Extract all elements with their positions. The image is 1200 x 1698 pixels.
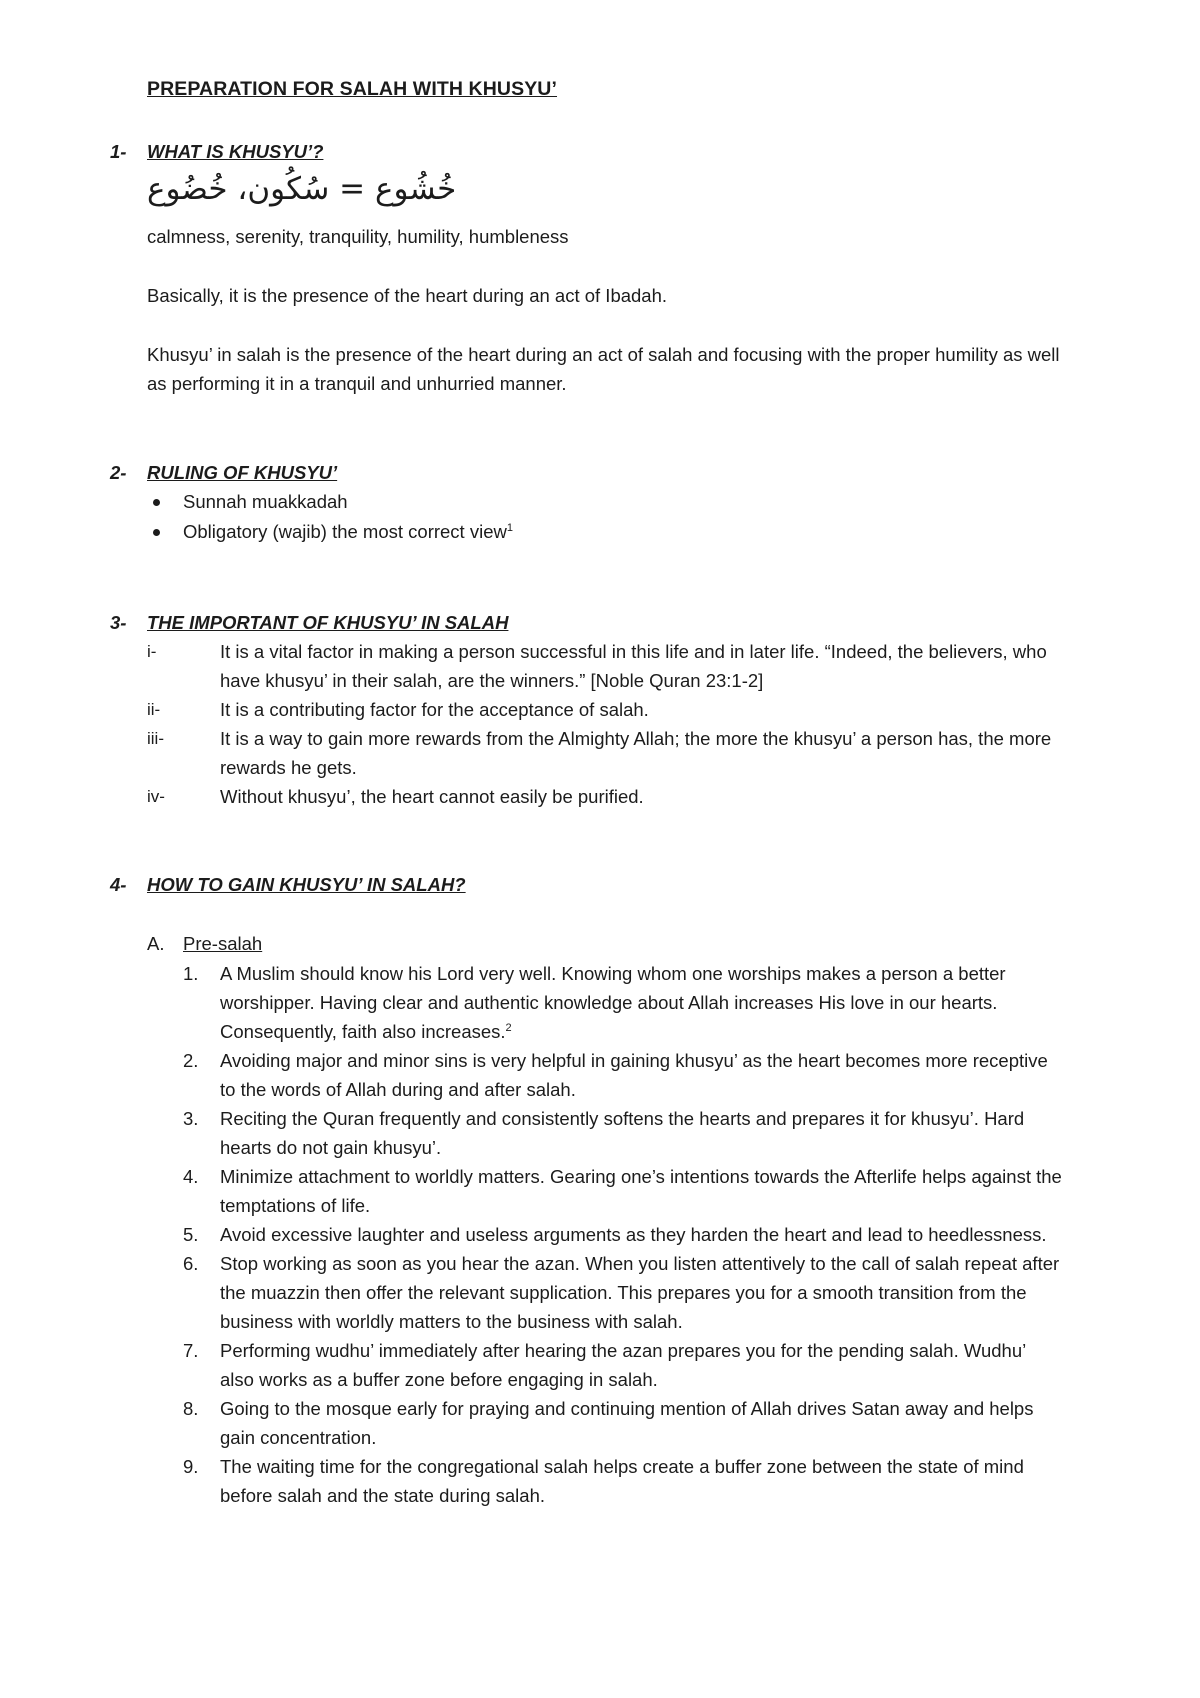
list-marker: 8. [183,1398,199,1419]
section-1-heading [110,137,323,166]
list-item-text: Performing wudhu’ immediately after hearing the azan prepares you for the pending salah. Wudhu’ also works as a buffer zone before engaging in salah. [220,1340,1026,1390]
list-marker: 5. [183,1224,199,1245]
bullet-icon [153,499,160,506]
ruling-text: Obligatory (wajib) the most correct view [183,521,507,542]
list-item [147,517,513,547]
list-marker: 7. [183,1340,199,1361]
list-item [147,782,1077,811]
definition-paragraph-2: Khusyu’ in salah is the presence of the heart during an act of salah and focusing with the proper humility as well as performing it in a tranquil and unhurried manner. [147,344,1060,394]
arabic-definition: خُشُوع = سُكُون، خُضُوع [147,171,457,207]
list-item [183,959,1063,1046]
list-item-text: A Muslim should know his Lord very well. Knowing whom one worships makes a person a better worshipper. Having clear and authentic knowledge about Allah increases His love in our hearts. Consequently, faith also increases. [220,963,1006,1042]
ruling-list [147,487,513,547]
list-item-text: Minimize attachment to worldly matters. Gearing one’s intentions towards the Afterlife helps against the temptations of life. [220,1166,1062,1216]
list-item [183,1249,1063,1336]
list-item-text: The waiting time for the congregational salah helps create a buffer zone between the state of mind before salah and the state during salah. [220,1456,1024,1506]
list-item [147,637,1077,695]
list-marker: 4. [183,1166,199,1187]
khusyu-meanings: calmness, serenity, tranquility, humility, humbleness [147,226,569,247]
list-item [183,1162,1063,1220]
document-title: PREPARATION FOR SALAH WITH KHUSYU’ [147,78,558,100]
bullet-icon [153,529,160,536]
list-item [183,1104,1063,1162]
list-marker: 1. [183,963,199,984]
list-item [147,487,513,517]
subsection-heading [147,929,262,958]
list-item [183,1336,1063,1394]
list-marker: 6. [183,1253,199,1274]
subsection-title: Pre-salah [183,933,263,954]
section-3-title: THE IMPORTANT OF KHUSYU’ IN SALAH [147,612,509,633]
section-4-number: 4- [110,874,127,895]
list-marker: 3. [183,1108,199,1129]
footnote-ref[interactable]: 1 [506,522,513,534]
list-marker: 9. [183,1456,199,1477]
list-item [183,1452,1063,1510]
list-item-text: It is a way to gain more rewards from the Almighty Allah; the more the khusyu’ a person has, the more rewards he gets. [220,728,1052,778]
list-item-text: It is a contributing factor for the acceptance of salah. [220,699,649,720]
definition-paragraph-1: Basically, it is the presence of the heart during an act of Ibadah. [147,285,668,306]
list-item-text: Avoid excessive laughter and useless arguments as they harden the heart and lead to heedlessness. [220,1224,1047,1245]
list-item [183,1220,1063,1249]
subsection-marker: A. [147,933,165,954]
ruling-text: Sunnah muakkadah [183,491,348,512]
list-item [183,1046,1063,1104]
section-2-number: 2- [110,462,127,483]
list-item-text: Going to the mosque early for praying and continuing mention of Allah drives Satan away and helps gain concentration. [220,1398,1034,1448]
section-1-number: 1- [110,141,127,162]
list-item [183,1394,1063,1452]
section-3-number: 3- [110,612,127,633]
footnote-ref[interactable]: 2 [505,1022,512,1034]
list-item-text: Reciting the Quran frequently and consistently softens the hearts and prepares it for khusyu’. Hard hearts do not gain khusyu’. [220,1108,1025,1158]
list-item-text: Stop working as soon as you hear the azan. When you listen attentively to the call of salah repeat after the muazzin then offer the relevant supplication. This prepares you for a smooth transition from the business with worldly matters to the business with salah. [220,1253,1060,1332]
section-1-title: WHAT IS KHUSYU’? [147,141,324,162]
section-2-heading [110,458,337,487]
section-4-title: HOW TO GAIN KHUSYU’ IN SALAH? [147,874,466,895]
list-marker: 2. [183,1050,199,1071]
list-item-text: It is a vital factor in making a person successful in this life and in later life. “Indeed, the believers, who have khusyu’ in their salah, are the winners.” [Noble Quran 23:1-2] [220,641,1047,691]
importance-list [147,637,1077,811]
list-marker: iii- [147,729,164,748]
list-marker: iv- [147,787,165,806]
list-item [147,695,1077,724]
list-item-text: Avoiding major and minor sins is very helpful in gaining khusyu’ as the heart becomes more receptive to the words of Allah during and after salah. [220,1050,1048,1100]
list-item-text: Without khusyu’, the heart cannot easily be purified. [220,786,644,807]
section-4-heading [110,870,466,899]
list-marker: ii- [147,700,161,719]
section-3-heading [110,608,508,637]
pre-salah-steps [183,959,1063,1510]
list-marker: i- [147,642,157,661]
section-2-title: RULING OF KHUSYU’ [147,462,338,483]
list-item [147,724,1077,782]
